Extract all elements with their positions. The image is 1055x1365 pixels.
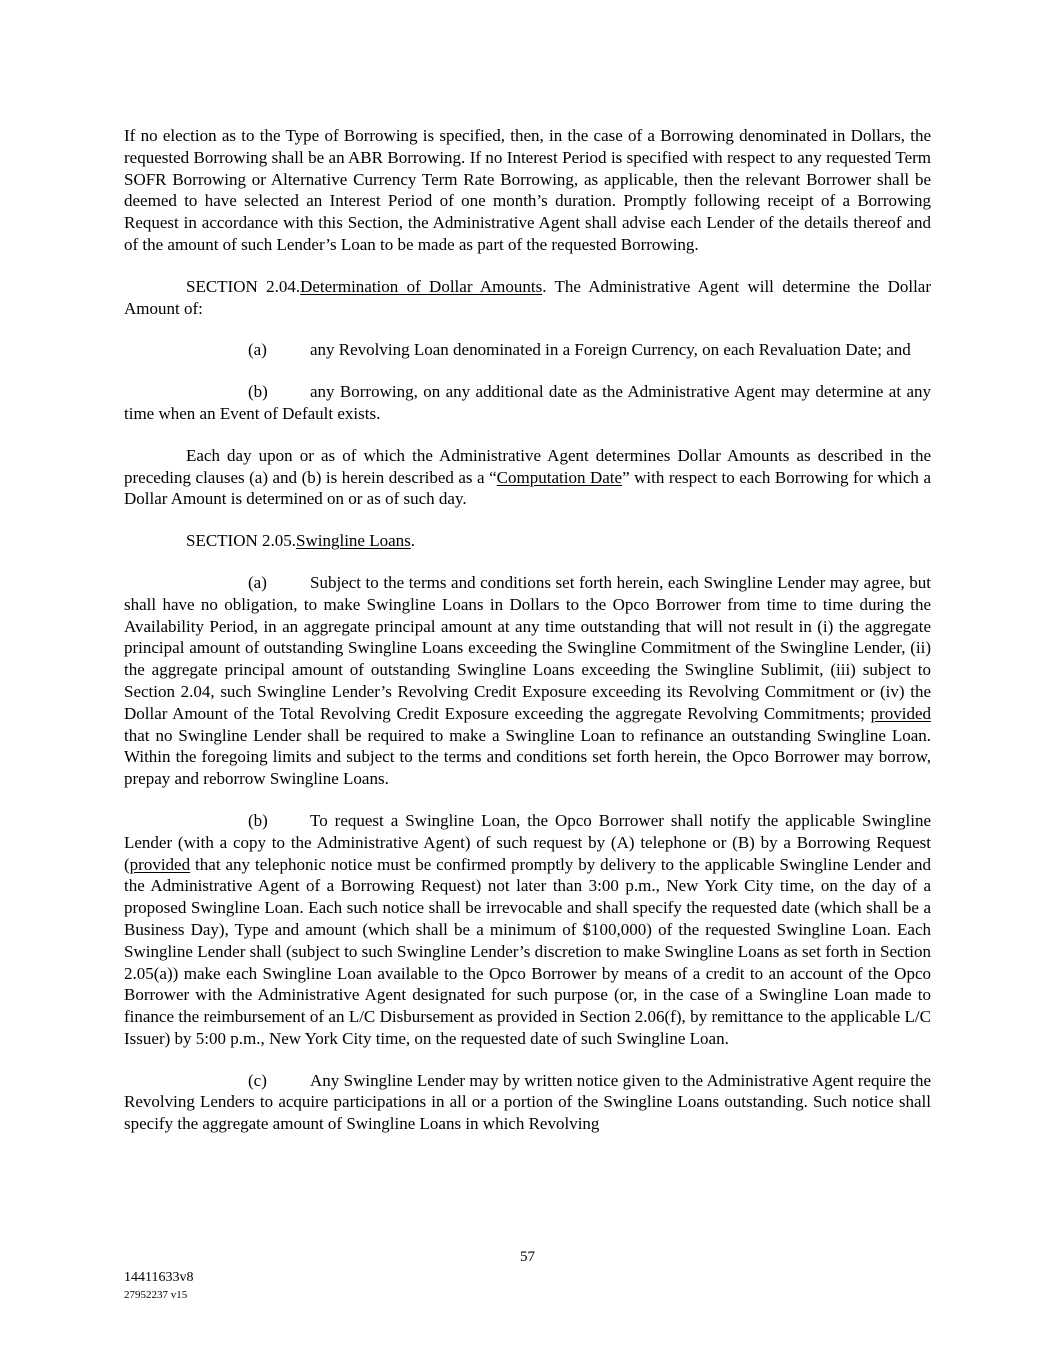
document-id: 14411633v8 (124, 1270, 194, 1285)
clause-text: any Revolving Loan denominated in a Foreign Currency, on each Revaluation Date; and (310, 340, 911, 360)
section-number: SECTION 2.05. (186, 531, 297, 551)
provided-term: provided (870, 703, 931, 723)
defined-term: Computation Date (496, 467, 623, 487)
section-2-04-heading (124, 276, 931, 320)
text-segment: Subject to the terms and conditions set forth herein, each Swingline Lender may agree, but shall have no obligation, to make Swingline Loans in Dollars to the Opco Borrower from time to time during the Availability Period, in an aggregate principal amount at any time outstanding that will not result in (i) the aggregate principal amount of outstanding Swingline Loans exceeding the Swingline Commitment of the Swingline Lender, (ii) the aggregate principal amount of outstanding Swingline Loans exceeding the Swingline Sublimit, (iii) subject to Section 2.04, such Swingline Lender’s Revolving Credit Exposure exceeding its Revolving Commitment or (iv) the Dollar Amount of the Total Revolving Credit Exposure exceeding the aggregate Revolving Commitments; (124, 572, 931, 723)
section-2-05-heading (124, 530, 931, 552)
section-title: Swingline Loans (296, 531, 411, 551)
page-number: 57 (520, 1249, 535, 1265)
clause-2-04-b (124, 381, 931, 425)
clause-2-05-a (124, 572, 931, 790)
clause-text: Any Swingline Lender may by written notice given to the Administrative Agent require the Revolving Lenders to acquire participations in all or a portion of the Swingline Loans outstanding. Such notice shall specify the aggregate amount of Swingline Loans in which Revolving (124, 1070, 931, 1134)
document-body (124, 125, 931, 1135)
clause-label: (a) (248, 340, 267, 360)
document-version-id: 27952237 v15 (124, 1289, 188, 1301)
clause-label: (c) (248, 1070, 267, 1090)
text-segment: . (410, 531, 416, 551)
clause-label: (a) (248, 572, 267, 592)
text-segment: Each day upon or as of which the Administrative Agent determines Dollar Amounts as described in the preceding clauses (a) and (b) is herein described as a “ (124, 445, 931, 487)
provided-term: provided (129, 854, 191, 874)
text-segment: ” with respect to each Borrowing for which a Dollar Amount is determined on or as of such day. (124, 467, 931, 509)
clause-2-05-c (124, 1070, 931, 1135)
clause-2-05-b (124, 810, 931, 1050)
text-segment: To request a Swingline Loan, the Opco Borrower shall notify the applicable Swingline Lender (with a copy to the Administrative Agent) of such request by (A) telephone or (B) by a Borrowing Request ( (124, 810, 931, 874)
text-segment: that any telephonic notice must be confirmed promptly by delivery to the applicable Swingline Lender and the Administrative Agent of a Borrowing Request) not later than 3:00 p.m., New York City time, on the day of a proposed Swingline Loan. Each such notice shall be irrevocable and shall specify the requested date (which shall be a Business Day), Type and amount (which shall be a minimum of $100,000) of the requested Swingline Loan. Each Swingline Lender shall (subject to such Swingline Lender’s discretion to make Swingline Loans as set forth in Section 2.05(a)) make each Swingline Loan available to the Opco Borrower by means of a credit to an account of the Opco Borrower with the Administrative Agent designated for such purpose (or, in the case of a Swingline Loan made to finance the reimbursement of an L/C Disbursement as provided in Section 2.06(f), by remittance to the applicable L/C Issuer) by 5:00 p.m., New York City time, on the requested date of such Swingline Loan. (124, 854, 931, 1048)
section-intro: . The Administrative Agent will determine the Dollar Amount of: (124, 276, 931, 318)
section-title: Determination of Dollar Amounts (300, 276, 543, 296)
section-number: SECTION 2.04. (186, 276, 301, 296)
paragraph-borrowing-type: If no election as to the Type of Borrowing is specified, then, in the case of a Borrowing denominated in Dollars, the requested Borrowing shall be an ABR Borrowing. If no Interest Period is specified with respect to any requested Term SOFR Borrowing or Alternative Currency Term Rate Borrowing, as applicable, then the relevant Borrower shall be deemed to have selected an Interest Period of one month’s duration. Promptly following receipt of a Borrowing Request in accordance with this Section, the Administrative Agent shall advise each Lender of the details thereof and of the amount of such Lender’s Loan to be made as part of the requested Borrowing. (124, 126, 931, 254)
clause-label: (b) (248, 382, 268, 402)
text-segment: that no Swingline Lender shall be required to make a Swingline Loan to refinance an outstanding Swingline Loan. Within the foregoing limits and subject to the terms and conditions set forth herein, the Opco Borrower may borrow, prepay and reborrow Swingline Loans. (124, 725, 931, 789)
paragraph-computation-date (124, 445, 931, 510)
clause-2-04-a (124, 339, 931, 361)
clause-text: any Borrowing, on any additional date as the Administrative Agent may determine at any time when an Event of Default exists. (124, 382, 931, 423)
clause-label: (b) (248, 810, 268, 830)
